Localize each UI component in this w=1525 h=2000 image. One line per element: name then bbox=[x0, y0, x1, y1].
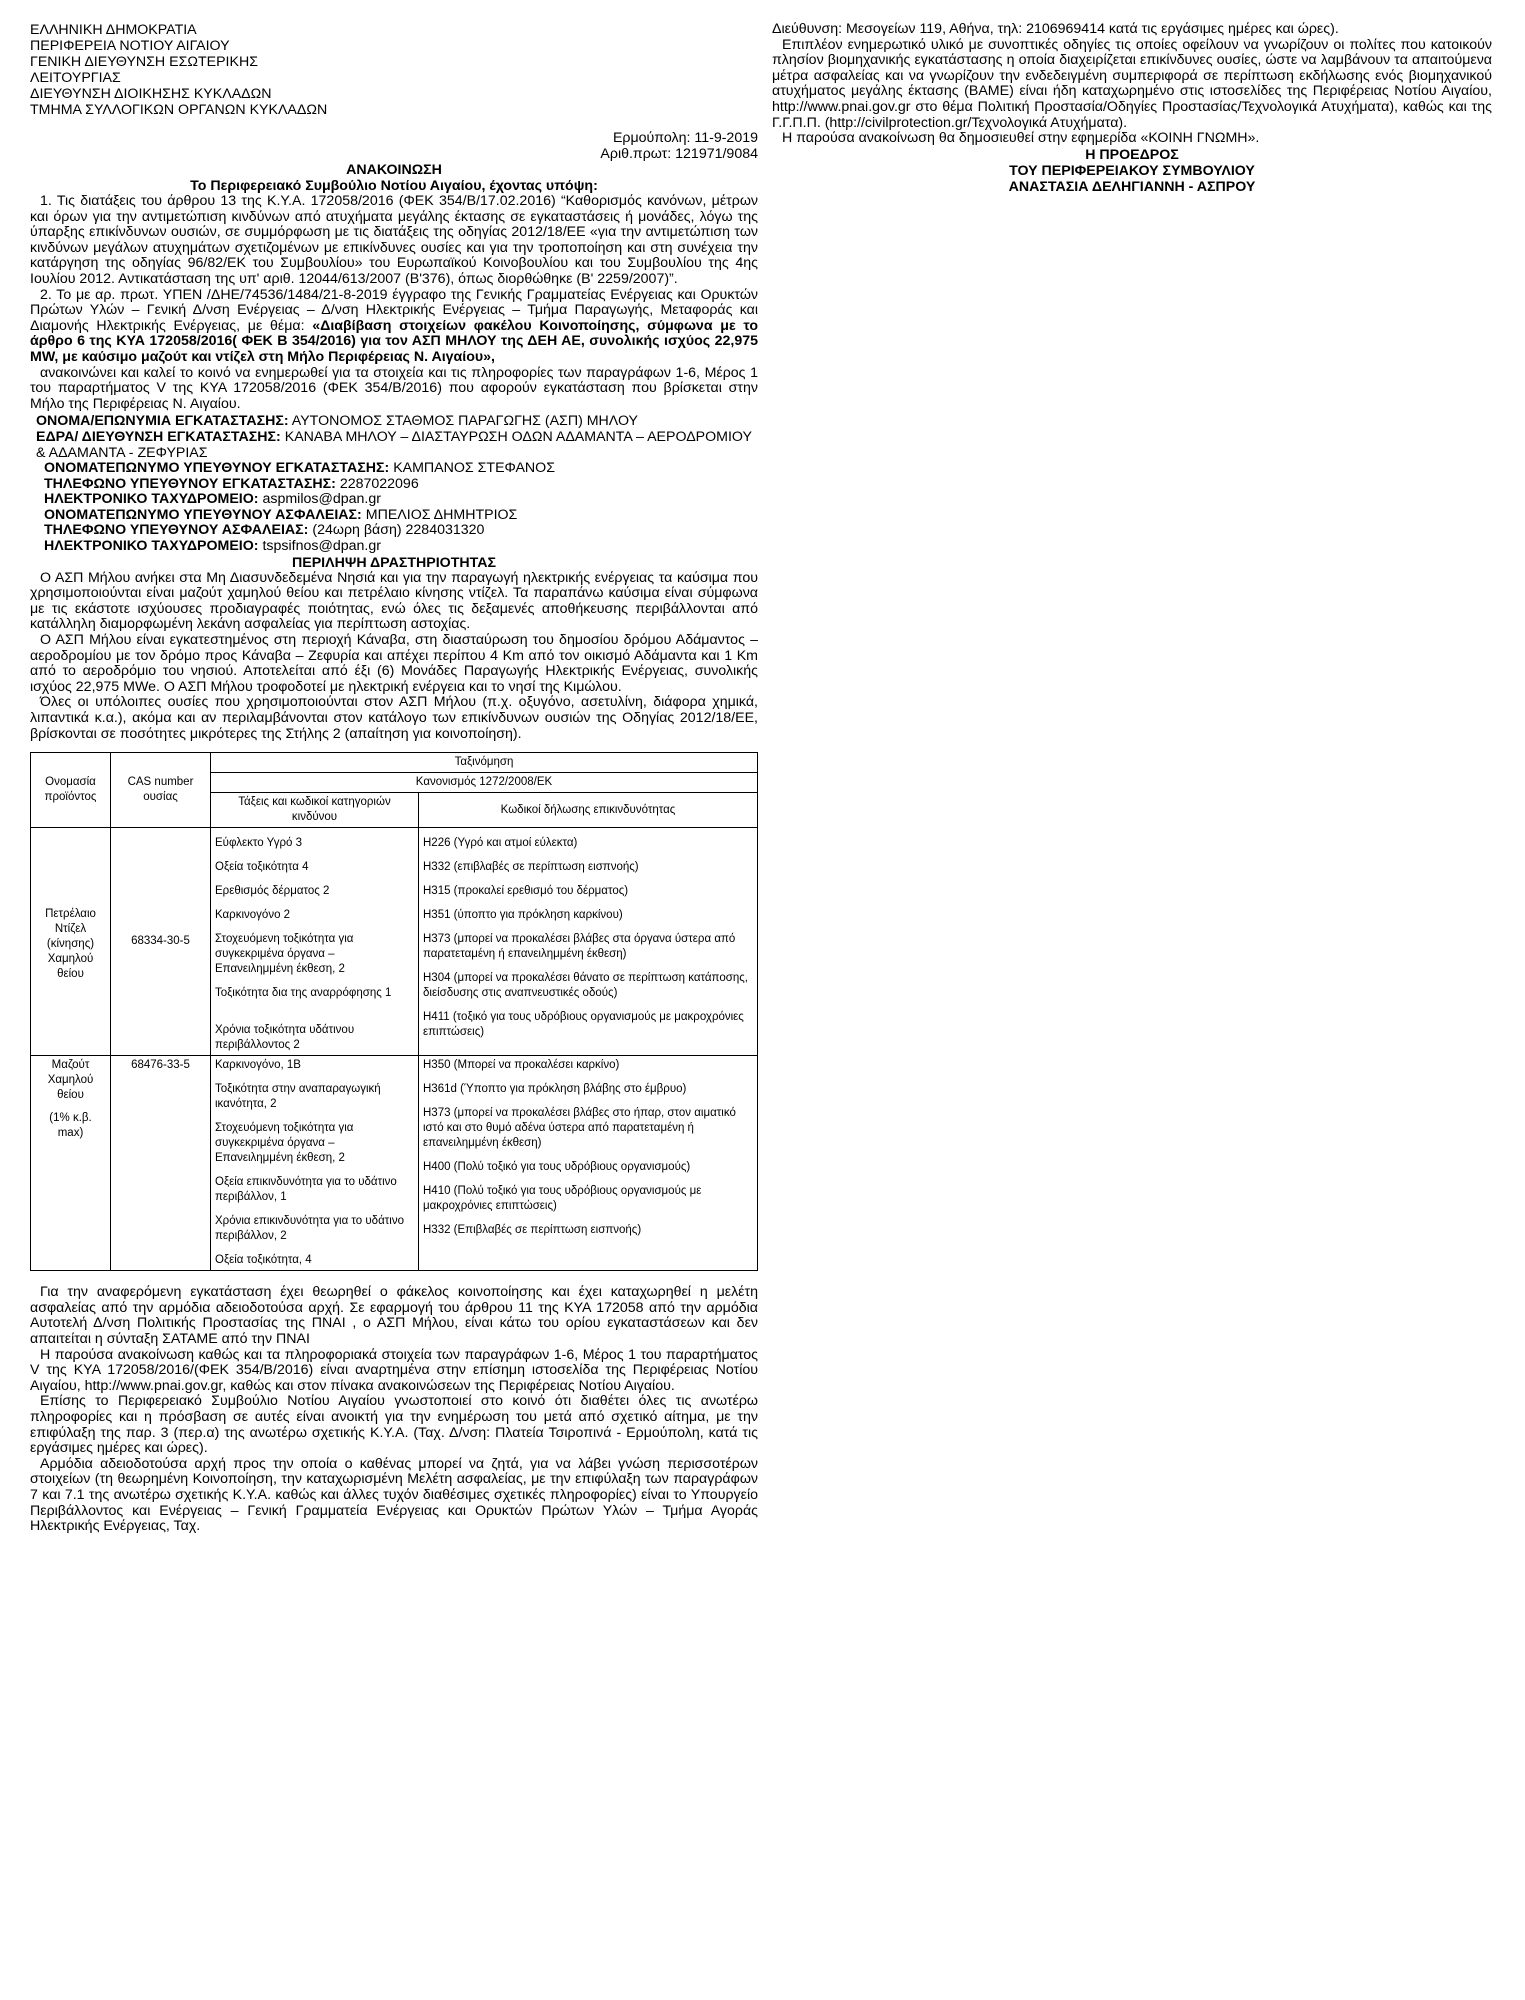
info-paragraph: Επιπλέον ενημερωτικό υλικό με συνοπτικές οδηγίες τις οποίες οφείλουν να γνωρίζουν οι πολίτες που κατοικούν πλησίον βιομηχανικής εγκατάστασης η οποία διαχειρίζεται επικίνδυνες ουσίες, ώστε να λαμβάνουν τα απαιτούμενα μέτρα ασφαλείας και να γνωρίζουν την ενδεδειγμένη συμπεριφορά σε περίπτωση εκδήλωσης ενός βιομηχανικού ατυχήματος μεγάλης έκτασης (ΒΑΜΕ) είναι ήδη καταχωρημένο στις ιστοσελίδες της Περιφέρειας Νοτίου Αιγαίου, http://www.pnai.gov.gr στο θέμα Πολιτική Προστασία/Οδηγίες Προστασίας/Τεχνολογικά Ατυχήματα), καθώς και της Γ.Γ.Π.Π. (http://civilprotection.gr/Τεχνολογικά Ατυχήματα). bbox=[772, 36, 1492, 131]
header-product: Ονομασία προϊόντος bbox=[31, 753, 111, 828]
closing-paragraph: Για την αναφερόμενη εγκατάσταση έχει θεωρηθεί ο φάκελος κοινοποίησης και έχει καταχωρηθεί η μελέτη ασφαλείας από την αρμόδια αδειοδοτούσα αρχή. Σε εφαρμογή του άρθρου 11 της ΚΥΑ 172058 από την αρμόδια Αυτοτελή Δ/νση Πολιτικής Προστασίας της ΠΝΑΙ , ο ΑΣΠ Μήλου, είναι κάτω του ορίου εγκαταστάσεων και δεν απαιτείται η σύνταξη ΣΑΤΑΜΕ από την ΠΝΑΙ bbox=[30, 1284, 758, 1347]
facility-fields bbox=[30, 414, 758, 554]
paragraph-2 bbox=[30, 288, 758, 366]
right-column bbox=[772, 22, 1492, 195]
left-column bbox=[30, 22, 758, 1535]
closing-paragraph: Αρμόδια αδειοδοτούσα αρχή προς την οποία ο καθένας μπορεί να ζητά, για να λάβει γνώση περισσοτέρων στοιχείων (τη θεωρημένη Κοινοποίηση, την καταχωρισμένη Μελέτη ασφαλείας, με την επιφύλαξη των παραγράφων 7 και 7.1 της ανωτέρω σχετικής Κ.Υ.Α. καθώς και άλλες τυχόν διαθέσιμες σχετικές πληροφορίες) είναι το Υπουργείο Περιβάλλοντος και Ενέργειας – Γενική Γραμματεία Ενέργειας και Ορυκτών Πρώτων Υλών – Τμήμα Αγοράς Ηλεκτρικής Ενέργειας, Ταχ. bbox=[30, 1455, 758, 1535]
publication-note: Η παρούσα ανακοίνωση θα δημοσιευθεί στην εφημερίδα «ΚΟΙΝΗ ΓΝΩΜΗ». bbox=[782, 130, 1260, 147]
hazards-cell: H350 (Μπορεί να προκαλέσει καρκίνο) H361d (Ύποπτο για πρόκληση βλάβης στο έμβρυο) H373 (μπορεί να προκαλέσει βλάβες στο ήπαρ, στον αιματικό ιστό και στο θυμό αδένα ύστερα από παρατεταμένη ή επανειλημμένη έκθεση) H400 (Πολύ τοξικό για τους υδρόβιους οργανισμούς) H410 (Πολύ τοξικό για τους υδρόβιους οργανισμούς με μακροχρόνιες επιπτώσεις) H332 (Επιβλαβές σε περίπτωση εισπνοής) bbox=[419, 1056, 758, 1271]
field-seat: ΕΔΡΑ/ ΔΙΕΥΘΥΝΣΗ ΕΓΚΑΤΑΣΤΑΣΗΣ: ΚΑΝΑΒΑ ΜΗΛΟΥ – ΔΙΑΣΤΑΥΡΩΣΗ ΟΔΩΝ ΑΔΑΜΑΝΤΑ – ΑΕΡΟΔΡΟΜΙΟΥ & ΑΔΑΜΑΝΤΑ - ΖΕΦΥΡΙΑΣ bbox=[36, 428, 752, 461]
header-line: ΠΕΡΙΦΕΡΕΙΑ ΝΟΤΙΟΥ ΑΙΓΑΙΟΥ bbox=[30, 38, 230, 54]
field-responsible: ΟΝΟΜΑΤΕΠΩΝΥΜΟ ΥΠΕΥΘΥΝΟΥ ΕΓΚΑΤΑΣΤΑΣΗΣ: ΚΑΜΠΑΝΟΣ ΣΤΕΦΑΝΟΣ bbox=[44, 460, 555, 477]
header-cas: CAS number ουσίας bbox=[111, 753, 211, 828]
hazards-cell: H226 (Υγρό και ατμοί εύλεκτα) H332 (επιβλαβές σε περίπτωση εισπνοής) H315 (προκαλεί ερεθισμό του δέρματος) H351 (ύποπτο για πρόκληση καρκίνου) H373 (μπορεί να προκαλέσει βλάβες στα όργανα ύστερα από παρατεταμένη ή επανειλημμένη έκθεση) H304 (μπορεί να προκαλέσει θάνατο σε περίπτωση κατάποσης, διείσδυσης στις αναπνευστικές οδούς) H411 (τοξικό για τους υδρόβιους οργανισμούς με μακροχρόνιες επιπτώσεις) bbox=[419, 828, 758, 1056]
paragraph-2-text: 2. Το με αρ. πρωτ. ΥΠΕΝ /ΔΗΕ/74536/1484/21-8-2019 έγγραφο της Γενικής Γραμματείας Ενέργειας και Ορυκτών Πρώτων Υλών – Γενική Δ/νση Ενέργειας – Δ/νση Ηλεκτρικής Ενέργειας – Τμήμα Παραγωγής, Μεταφοράς και Διαμονής Ηλεκτρικής Ενέργειας, με θέμα: bbox=[30, 286, 758, 334]
summary-paragraph: Όλες οι υπόλοιπες ουσίες που χρησιμοποιούνται στον ΑΣΠ Μήλου (π.χ. οξυγόνο, ασετυλίνη, διάφορα χημικά, λιπαντικά κ.α.), ακόμα και αν περιλαμβάνονται στον κατάλογο των επικίνδυνων ουσιών της Οδηγίας 2012/18/ΕΕ, βρίσκονται σε ποσότητες μικρότερες της Στήλης 2 (απαίτηση για κοινοποίηση). bbox=[30, 694, 758, 742]
doc-title: ΑΝΑΚΟΙΝΩΣΗ bbox=[346, 162, 442, 178]
product-cell: Πετρέλαιο Ντίζελ (κίνησης) Χαμηλού θείου bbox=[31, 828, 111, 1056]
date: Ερμούπολη: 11-9-2019 bbox=[612, 130, 758, 146]
categories-cell: Εύφλεκτο Υγρό 3 Οξεία τοξικότητα 4 Ερεθισμός δέρματος 2 Καρκινογόνο 2 Στοχευόμενη τοξικότητα για συγκεκριμένα όργανα – Επανειλημμένη έκθεση, 2 Τοξικότητα δια της αναρρόφησης 1 Χρόνια τοξικότητα υδάτινου περιβάλλοντος 2 bbox=[211, 828, 419, 1056]
cas-cell: 68476-33-5 bbox=[111, 1056, 211, 1271]
substances-table bbox=[30, 752, 758, 1271]
product-cell: Μαζούτ Χαμηλού θείου (1% κ.β. max) bbox=[31, 1056, 111, 1271]
header-line: ΕΛΛΗΝΙΚΗ ΔΗΜΟΚΡΑΤΙΑ bbox=[30, 22, 197, 38]
header-hazards: Κωδικοί δήλωσης επικινδυνότητας bbox=[419, 793, 758, 828]
summary-paragraph: Ο ΑΣΠ Μήλου είναι εγκατεστημένος στη περιοχή Κάναβα, στη διασταύρωση του δημοσίου δρόμου Αδάμαντος – αεροδρομίου με τον δρόμο προς Κάναβα – Ζεφυρία και απέχει περίπου 4 Km από τον οικισμό Αδάμαντα και 1 Km από το αεροδρόμιο του νησιού. Αποτελείται από έξι (6) Μονάδες Παραγωγής Ηλεκτρικής Ενέργειας, συνολικής ισχύος 22,975 MWe. Ο ΑΣΠ Μήλου τροφοδοτεί με ηλεκτρική ενέργεια και το νησί της Κιμώλου. bbox=[30, 632, 758, 695]
paragraph-2-subject: «Διαβίβαση στοιχείων φακέλου Κοινοποίησης, σύμφωνα με το άρθρο 6 της ΚΥΑ 172058/2016( ΦΕΚ Β 354/2016) για τον ΑΣΠ ΜΗΛΟΥ της ΔΕΗ ΑΕ, συνολικής ισχύος 22,975 MW, με καύσιμο μαζούτ και ντίζελ στη Μήλο Περιφέρειας Ν. Αιγαίου», bbox=[30, 317, 759, 365]
summary-paragraph: Ο ΑΣΠ Μήλου ανήκει στα Μη Διασυνδεδεμένα Νησιά και για την παραγωγή ηλεκτρικής ενέργειας τα καύσιμα που χρησιμοποιούνται είναι μαζούτ χαμηλού θείου και πετρέλαιο κίνησης ντίζελ. Τα παραπάνω καύσιμα είναι σύμφωνα με τις εκάστοτε ισχύουσες προδιαγραφές ποιότητας, ενώ όλες τις δεξαμενές αποθήκευσης περιβάλλονται από κατάλληλη διαμορφωμένη λεκάνη ασφαλείας για περίπτωση αστοχίας. bbox=[30, 569, 758, 633]
section-title: ΠΕΡΙΛΗΨΗ ΔΡΑΣΤΗΡΙΟΤΗΤΑΣ bbox=[292, 554, 496, 571]
header-regulation: Κανονισμός 1272/2008/ΕΚ bbox=[211, 773, 758, 793]
authority-address: Διεύθυνση: Μεσογείων 119, Αθήνα, τηλ: 2106969414 κατά τις εργάσιμες ημέρες και ώρες). bbox=[772, 21, 1339, 37]
issuer-header bbox=[30, 22, 758, 118]
signature-name: ΑΝΑΣΤΑΣΙΑ ΔΕΛΗΓΙΑΝΝΗ - ΑΣΠΡΟΥ bbox=[1008, 178, 1256, 195]
signature-title: Η ΠΡΟΕΔΡΟΣ bbox=[1085, 146, 1179, 163]
closing-paragraph: Η παρούσα ανακοίνωση καθώς και τα πληροφοριακά στοιχεία των παραγράφων 1-6, Μέρος 1 του παραρτήματος V της ΚΥΑ 172058/2016/(ΦΕΚ 354/Β/2016) είναι αναρτημένα στην επίσημη ιστοσελίδα της Περιφέρειας Νοτίου Αιγαίου, http://www.pnai.gov.gr, καθώς και στον πίνακα ανακοινώσεων της Περιφέρειας Νοτίου Αιγαίου. bbox=[30, 1346, 758, 1394]
paragraph-1: 1. Τις διατάξεις του άρθρου 13 της Κ.Υ.Α. 172058/2016 (ΦΕΚ 354/Β/17.02.2016) “Καθορισμός κανόνων, μέτρων και όρων για την αντιμετώπιση κινδύνων από ατυχήματα μεγάλης έκτασης σε εγκαταστάσεις ή μονάδες, λόγω της ύπαρξης επικίνδυνων ουσιών, σε συμμόρφωση με τις διατάξεις της οδηγίας 2012/18/ΕΕ «για την αντιμετώπιση των κινδύνων μεγάλων ατυχημάτων σχετιζομένων με επικίνδυνες ουσίες και για την τροποποίηση και στη συνέχεια την κατάργηση της οδηγίας 96/82/ΕΚ του Συμβουλίου» του Ευρωπαϊκού Κοινοβουλίου και του Συμβουλίου της 4ης Ιουλίου 2012. Αντικατάσταση της υπ' αριθ. 12044/613/2007 (Β'376), όπως διορθώθηκε (Β' 2259/2007)”. bbox=[30, 193, 758, 287]
header-line: ΔΙΕΥΘΥΝΣΗ ΔΙΟΙΚΗΣΗΣ ΚΥΚΛΑΔΩΝ bbox=[30, 86, 272, 102]
field-safety-phone: ΤΗΛΕΦΩΝΟ ΥΠΕΥΘΥΝΟΥ ΑΣΦΑΛΕΙΑΣ: (24ωρη βάση) 2284031320 bbox=[44, 522, 485, 539]
field-safety: ΟΝΟΜΑΤΕΠΩΝΥΜΟ ΥΠΕΥΘΥΝΟΥ ΑΣΦΑΛΕΙΑΣ: ΜΠΕΛΙΟΣ ΔΗΜΗΤΡΙΟΣ bbox=[44, 506, 518, 523]
header-line: ΓΕΝΙΚΗ ΔΙΕΥΘΥΝΣΗ ΕΣΩΤΕΡΙΚΗΣ bbox=[30, 54, 258, 70]
cas-cell: 68334-30-5 bbox=[111, 828, 211, 1056]
field-responsible-email: ΗΛΕΚΤΡΟΝΙΚΟ ΤΑΧΥΔΡΟΜΕΙΟ: aspmilos@dpan.gr bbox=[44, 491, 381, 508]
field-safety-email: ΗΛΕΚΤΡΟΝΙΚΟ ΤΑΧΥΔΡΟΜΕΙΟ: tspsifnos@dpan.gr bbox=[44, 538, 381, 555]
table-row bbox=[31, 828, 758, 1056]
protocol-number: Αριθ.πρωτ: 121971/9084 bbox=[600, 146, 758, 162]
header-line: ΛΕΙΤΟΥΡΓΙΑΣ bbox=[30, 70, 121, 86]
header-line: ΤΜΗΜΑ ΣΥΛΛΟΓΙΚΩΝ ΟΡΓΑΝΩΝ ΚΥΚΛΑΔΩΝ bbox=[30, 102, 328, 118]
table-row bbox=[31, 1056, 758, 1271]
paragraph-3: ανακοινώνει και καλεί το κοινό να ενημερωθεί για τα στοιχεία και τις πληροφορίες των παραγράφων 1-6, Μέρος 1 του παραρτήματος V της ΚΥΑ 172058/2016 (ΦΕΚ 354/Β/2016) που αφορούν εγκατάσταση που βρίσκεται στην Μήλο της Περιφέρειας Ν. Αιγαίου. bbox=[30, 364, 758, 412]
field-responsible-phone: ΤΗΛΕΦΩΝΟ ΥΠΕΥΘΥΝΟΥ ΕΓΚΑΤΑΣΤΑΣΗΣ: 2287022096 bbox=[44, 475, 419, 492]
header-categories: Τάξεις και κωδικοί κατηγοριών κινδύνου bbox=[211, 793, 419, 828]
categories-cell: Καρκινογόνο, 1B Τοξικότητα στην αναπαραγωγική ικανότητα, 2 Στοχευόμενη τοξικότητα για συγκεκριμένα όργανα – Επανειλημμένη έκθεση, 2 Οξεία επικινδυνότητα για το υδάτινο περιβάλλον, 1 Χρόνια επικινδυνότητα για το υδάτινο περιβάλλον, 2 Οξεία τοξικότητα, 4 bbox=[211, 1056, 419, 1271]
header-classification: Ταξινόμηση bbox=[211, 753, 758, 773]
field-name: ΟΝΟΜΑ/ΕΠΩΝΥΜΙΑ ΕΓΚΑΤΑΣΤΑΣΗΣ: ΑΥΤΟΝΟΜΟΣ ΣΤΑΘΜΟΣ ΠΑΡΑΓΩΓΗΣ (ΑΣΠ) ΜΗΛΟΥ bbox=[36, 413, 639, 430]
closing-paragraph: Επίσης το Περιφερειακό Συμβούλιο Νοτίου Αιγαίου γνωστοποιεί στο κοινό ότι διαθέτει όλες τις ανωτέρω πληροφορίες και η πρόσβαση σε αυτές είναι ανοικτή για την ενημέρωση του μετά από σχετικό αίτημα, με την επιφύλαξη της παρ. 3 (περ.α) της ανωτέρω σχετικής Κ.Υ.Α. (Ταχ. Δ/νση: Πλατεία Τσιροπινά - Ερμούπολη, κατά τις εργάσιμες ημέρες και ώρες). bbox=[30, 1393, 758, 1457]
doc-subtitle: Το Περιφερειακό Συμβούλιο Νοτίου Αιγαίου, έχοντας υπόψη: bbox=[190, 178, 598, 194]
signature-body: ΤΟΥ ΠΕΡΙΦΕΡΕΙΑΚΟΥ ΣΥΜΒΟΥΛΙΟΥ bbox=[1009, 162, 1255, 179]
signature-block bbox=[772, 147, 1492, 195]
